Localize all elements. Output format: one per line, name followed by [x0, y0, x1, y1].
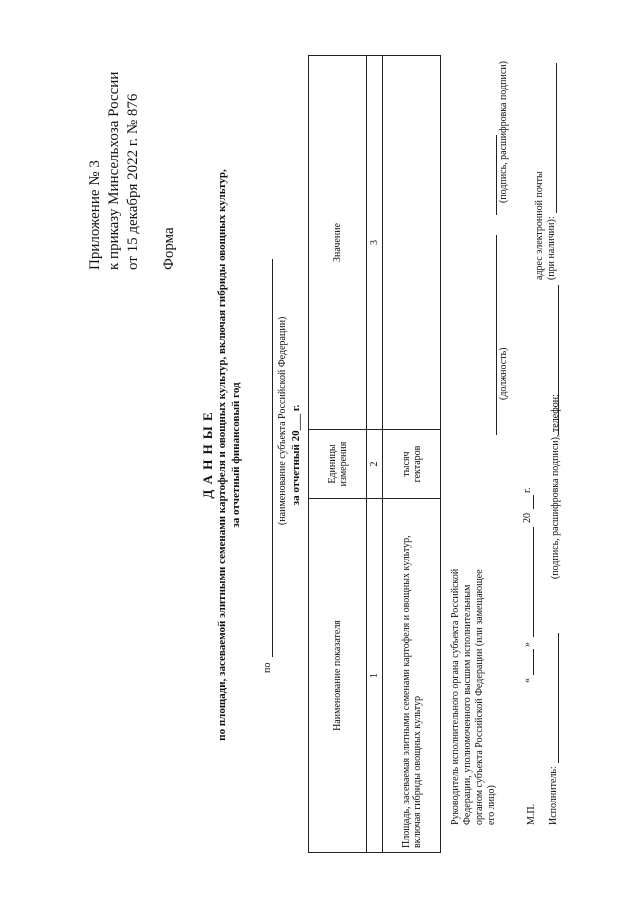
order-reference: к приказу Минсельхоза России	[106, 71, 122, 270]
phone-line	[558, 285, 559, 435]
row-unit: тысяч гектаров	[383, 430, 441, 499]
date-day-line	[533, 649, 534, 675]
document-title-line2: за отчетный финансовый год	[230, 382, 242, 528]
column-number-3: 3	[367, 56, 383, 430]
date-quote-close: »	[522, 642, 533, 647]
row-value[interactable]	[383, 56, 441, 430]
date-quote-open: «	[522, 678, 533, 683]
email-note: (при наличии):	[546, 216, 557, 280]
document-heading: Д А Н Н Ы Е	[200, 411, 215, 499]
reporting-period: за отчетный 20___ г.	[290, 404, 302, 506]
seal-label: М.П.	[526, 803, 537, 825]
table-row	[383, 56, 441, 853]
form-label: Форма	[161, 227, 177, 270]
po-label: по	[262, 662, 273, 673]
data-table	[308, 55, 441, 853]
table-number-row	[367, 56, 383, 853]
signature-caption: (подпись, расшифровка подписи)	[498, 61, 509, 203]
column-number-1: 1	[367, 499, 383, 853]
row-indicator-name: Площадь, засеваемая элитными семенами картофеля и овощных культур, включая гибриды овощных культур	[383, 499, 441, 853]
subject-caption: (наименование субъекта Российской Федерации)	[277, 316, 288, 525]
head-title-line3: органом субъекта Российской Федерации (или замещающее	[474, 569, 485, 825]
date-year-line	[533, 495, 534, 509]
executor-label: Исполнитель:	[548, 766, 559, 825]
executor-line	[558, 633, 559, 763]
subject-name-line	[272, 259, 273, 657]
executor-caption: (подпись, расшифровка подписи), телефон:	[550, 394, 561, 579]
document-title: по площади, засеваемой элитными семенами картофеля и овощных культур, включая гибриды овощных культур,	[216, 169, 228, 741]
signature-line	[496, 135, 497, 215]
date-year: 20	[522, 513, 533, 523]
head-title-line1: Руководитель исполнительного органа субъекта Российской	[450, 568, 461, 825]
order-date: от 15 декабря 2022 г. № 876	[125, 93, 141, 270]
header-value: Значение	[309, 56, 367, 430]
head-title-line2: Федерации, уполномоченного высшим исполнительным	[462, 584, 473, 825]
appendix-number: Приложение № 3	[87, 160, 103, 270]
date-month-line	[533, 527, 534, 637]
position-caption: (должность)	[498, 347, 509, 400]
email-line	[556, 63, 557, 213]
email-label: адрес электронной почты	[534, 171, 545, 280]
header-indicator: Наименование показателя	[309, 499, 367, 853]
head-title-line4: его лицо)	[486, 785, 497, 825]
table-header-row	[309, 56, 367, 853]
position-line	[496, 235, 497, 435]
header-unit: Единицы измерения	[309, 430, 367, 499]
column-number-2: 2	[367, 430, 383, 499]
date-year-suffix: г.	[522, 487, 533, 493]
